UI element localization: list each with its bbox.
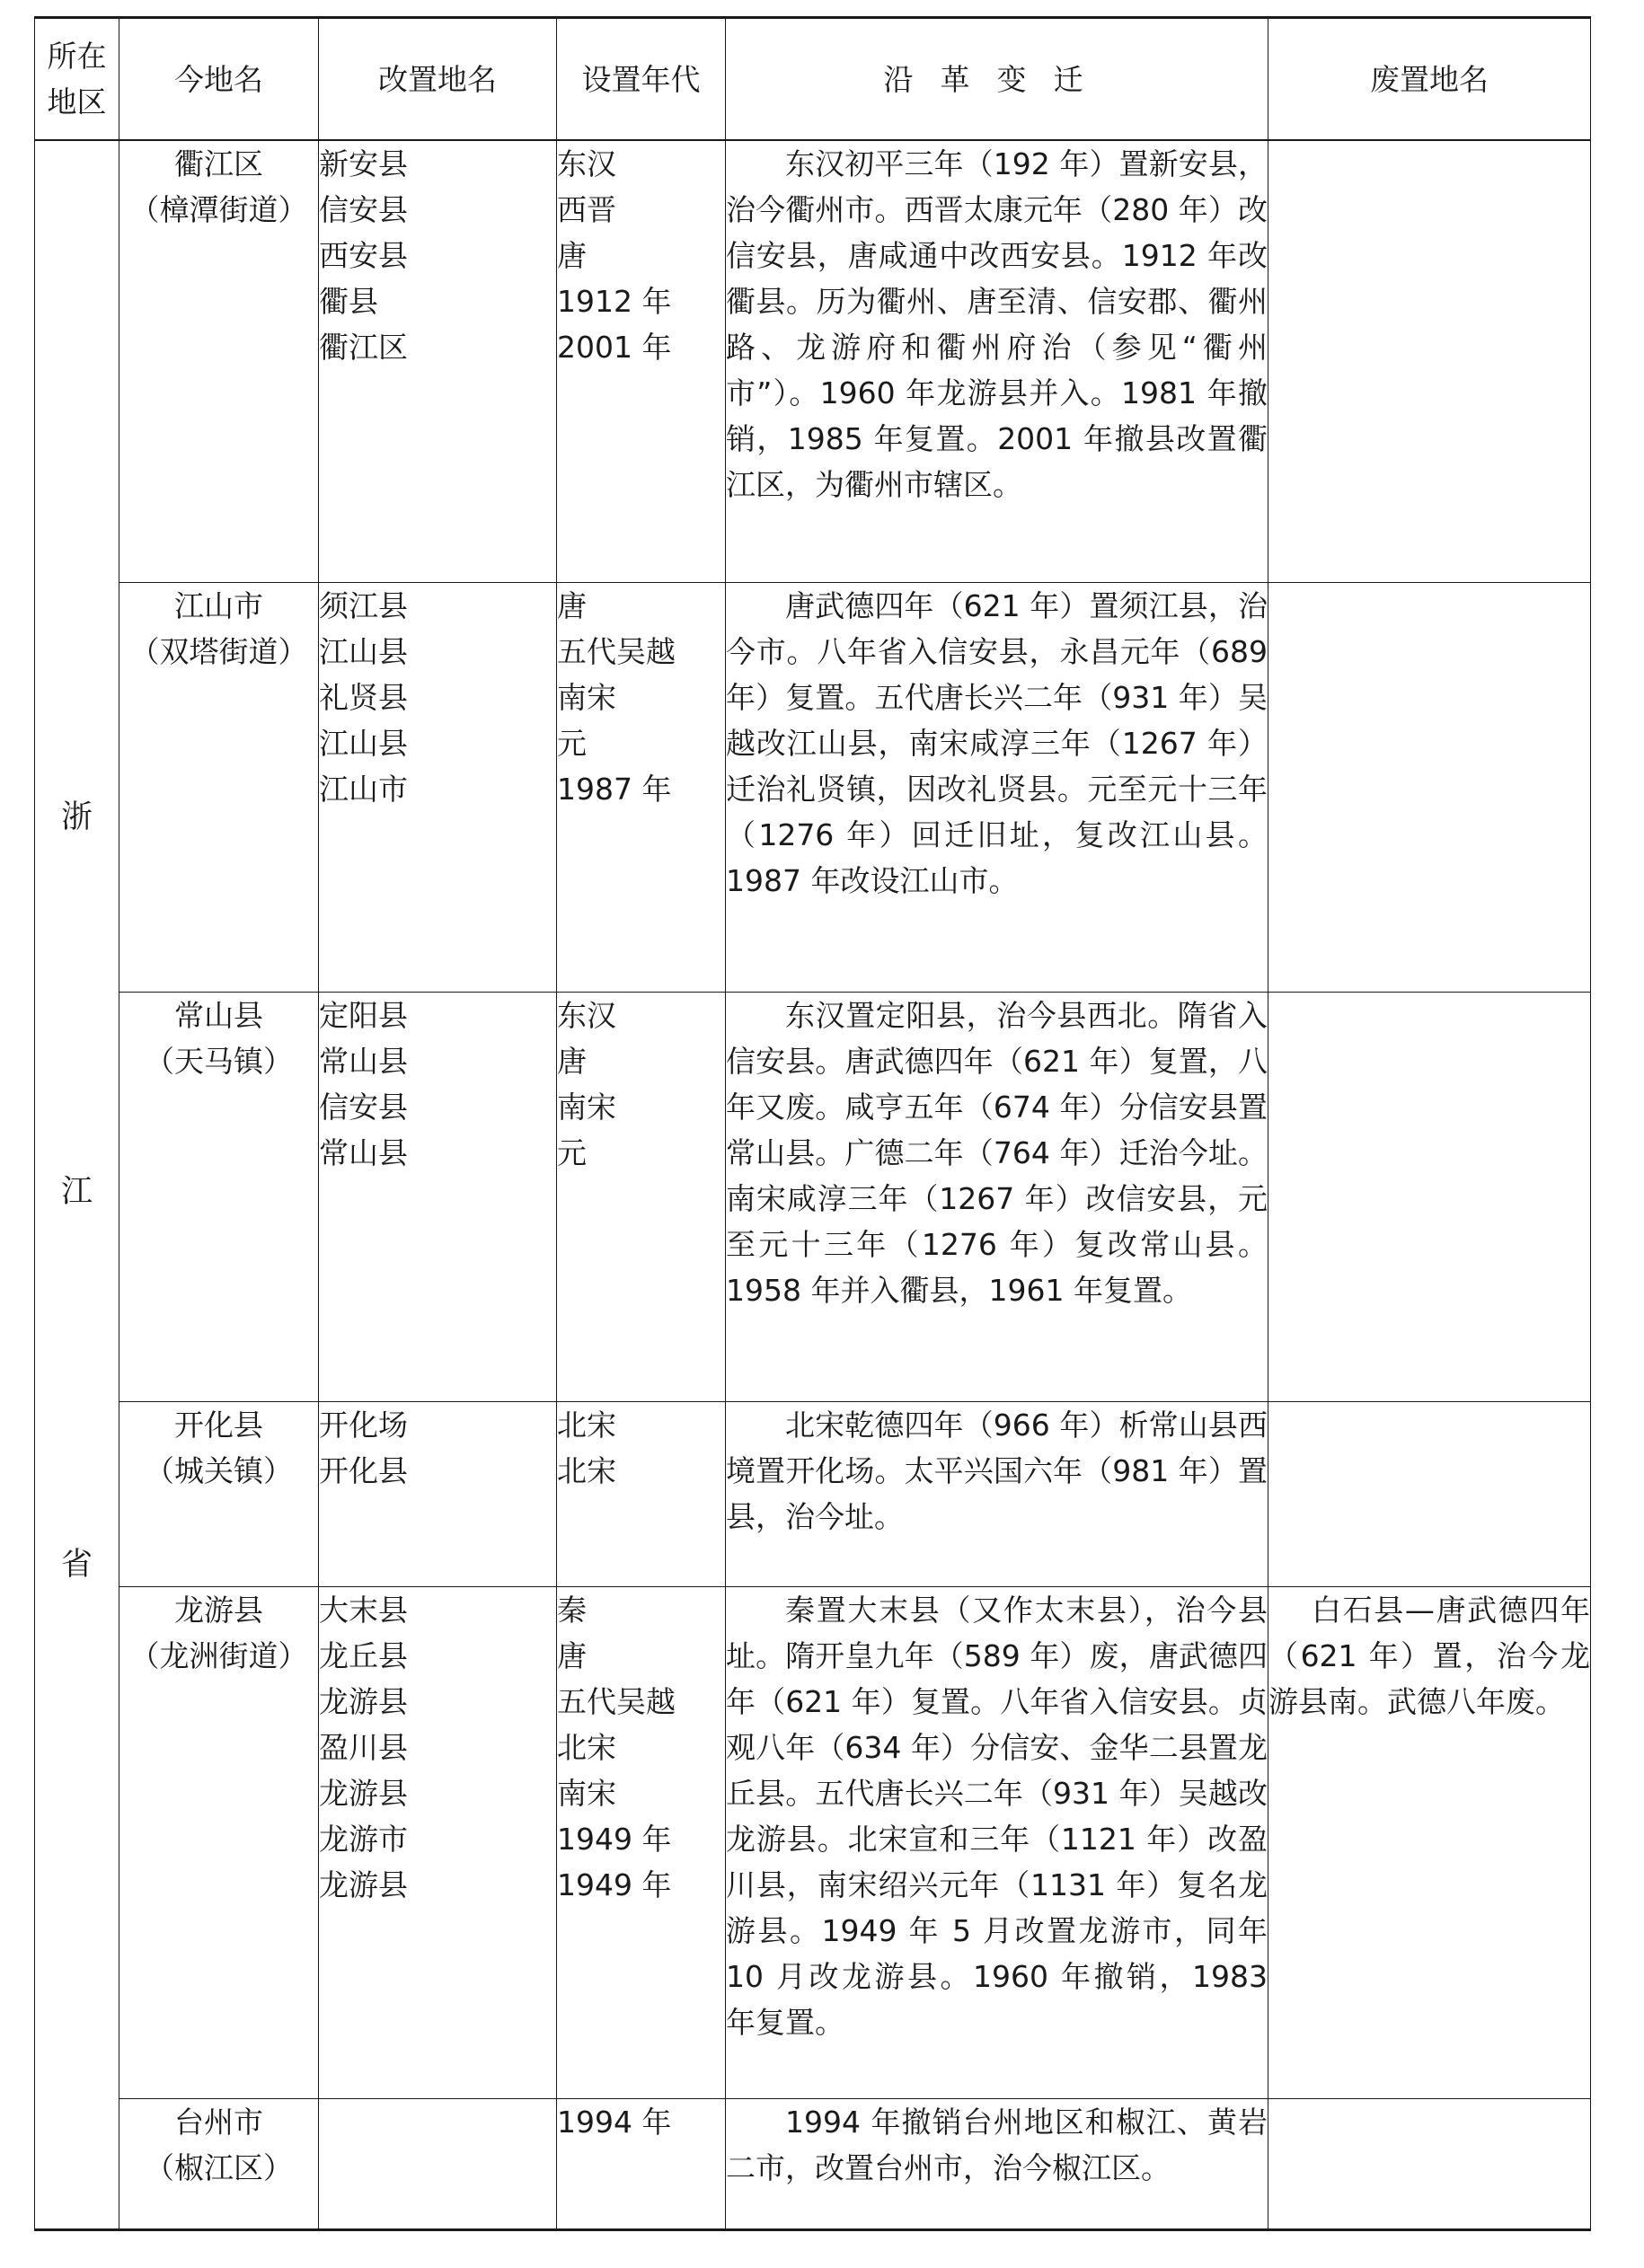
header-abolished: 废置地名 bbox=[1268, 18, 1591, 141]
header-row bbox=[35, 18, 1591, 141]
period-cell: 北宋 北宋 bbox=[557, 1401, 726, 1586]
evolution-text: 秦置大末县（又作太末县），治今县址。隋开皇九年（589 年）废，唐武德四年（621 年）复置。八年省入信安县。贞观八年（634 年）分信安、金华二县置龙丘县。五代唐长兴二年（931 年）吴越改龙游县。北宋宣和三年（1121 年）改盈川县，南宋绍兴元年（1131 年）复名龙游县。1949 年 5 月改置龙游市，同年 10 月改龙游县。1960 年撤销，1983 年复置。 bbox=[726, 1586, 1268, 2098]
table-row bbox=[35, 582, 1591, 992]
current-name-cell: 开化县 （城关镇） bbox=[119, 1401, 319, 1586]
region-cell bbox=[35, 140, 119, 2229]
header-evolution: 沿革变迁 bbox=[726, 18, 1268, 141]
former-names-cell bbox=[319, 2098, 557, 2229]
period-cell: 唐 五代吴越 南宋 元 1987 年 bbox=[557, 582, 726, 992]
evolution-text: 东汉置定阳县，治今县西北。隋省入信安县。唐武德四年（621 年）复置，八年又废。咸亨五年（674 年）分信安县置常山县。广德二年（764 年）迁治今址。南宋咸淳三年（1267 年）改信安县，元至元十三年（1276 年）复改常山县。1958 年并入衢县，1961 年复置。 bbox=[726, 992, 1268, 1401]
abolished-cell bbox=[1268, 582, 1591, 992]
table-row bbox=[35, 2098, 1591, 2229]
table-row bbox=[35, 140, 1591, 582]
current-name-cell: 江山市 （双塔街道） bbox=[119, 582, 319, 992]
current-name-cell: 龙游县 （龙洲街道） bbox=[119, 1586, 319, 2098]
abolished-cell: 白石县—唐武德四年（621 年）置，治今龙游县南。武德八年废。 bbox=[1268, 1586, 1591, 2098]
evolution-text: 北宋乾德四年（966 年）析常山县西境置开化场。太平兴国六年（981 年）置县，治今址。 bbox=[726, 1401, 1268, 1586]
former-names-cell: 新安县 信安县 西安县 衢县 衢江区 bbox=[319, 140, 557, 582]
former-names-cell: 须江县 江山县 礼贤县 江山县 江山市 bbox=[319, 582, 557, 992]
abolished-cell bbox=[1268, 992, 1591, 1401]
current-name-cell: 台州市 （椒江区） bbox=[119, 2098, 319, 2229]
period-cell: 东汉 西晋 唐 1912 年 2001 年 bbox=[557, 140, 726, 582]
header-former-name: 改置地名 bbox=[319, 18, 557, 141]
header-period: 设置年代 bbox=[557, 18, 726, 141]
former-names-cell: 大末县 龙丘县 龙游县 盈川县 龙游县 龙游市 龙游县 bbox=[319, 1586, 557, 2098]
table-row bbox=[35, 992, 1591, 1401]
document-page bbox=[34, 16, 1590, 2228]
former-names-cell: 开化场 开化县 bbox=[319, 1401, 557, 1586]
header-region: 所在 地区 bbox=[35, 18, 119, 141]
evolution-text: 东汉初平三年（192 年）置新安县，治今衢州市。西晋太康元年（280 年）改信安县，唐咸通中改西安县。1912 年改衢县。历为衢州、唐至清、信安郡、衢州路、龙游府和衢州府治（参见“衢州市”）。1960 年龙游县并入。1981 年撤销，1985 年复置。2001 年撤县改置衢江区，为衢州市辖区。 bbox=[726, 140, 1268, 582]
table-row bbox=[35, 1586, 1591, 2098]
former-names-cell: 定阳县 常山县 信安县 常山县 bbox=[319, 992, 557, 1401]
abolished-cell bbox=[1268, 140, 1591, 582]
evolution-text: 唐武德四年（621 年）置须江县，治今市。八年省入信安县，永昌元年（689 年）复置。五代唐长兴二年（931 年）吴越改江山县，南宋咸淳三年（1267 年）迁治礼贤镇，因改礼贤县。元至元十三年（1276 年）回迁旧址，复改江山县。1987 年改设江山市。 bbox=[726, 582, 1268, 992]
period-cell: 1994 年 bbox=[557, 2098, 726, 2229]
region-label: 浙 江 省 bbox=[60, 799, 93, 1583]
current-name-cell: 衢江区 （樟潭街道） bbox=[119, 140, 319, 582]
abolished-cell bbox=[1268, 2098, 1591, 2229]
current-name-cell: 常山县 （天马镇） bbox=[119, 992, 319, 1401]
table-row bbox=[35, 1401, 1591, 1586]
period-cell: 东汉 唐 南宋 元 bbox=[557, 992, 726, 1401]
period-cell: 秦 唐 五代吴越 北宋 南宋 1949 年 1949 年 bbox=[557, 1586, 726, 2098]
history-table bbox=[34, 16, 1591, 2231]
evolution-text: 1994 年撤销台州地区和椒江、黄岩二市，改置台州市，治今椒江区。 bbox=[726, 2098, 1268, 2229]
header-current-name: 今地名 bbox=[119, 18, 319, 141]
abolished-cell bbox=[1268, 1401, 1591, 1586]
